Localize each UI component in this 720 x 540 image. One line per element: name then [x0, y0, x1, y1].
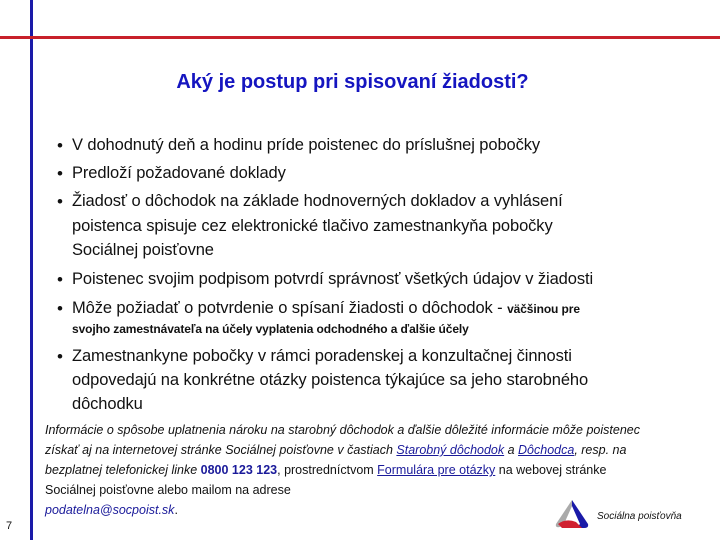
info-text: a [504, 443, 519, 457]
bullet-text: V dohodnutý deň a hodinu príde poistenec do príslušnej pobočky [72, 136, 541, 154]
red-horizontal-rule [0, 36, 720, 39]
page-number: 7 [6, 520, 13, 532]
link-formular[interactable]: Formulára pre otázky [377, 463, 496, 477]
info-text: na webovej stránke Sociálnej poisťovne alebo mailom na adrese [45, 463, 607, 497]
bullet-note: väčšinou pre [507, 302, 580, 316]
logo-text: Sociálna poisťovňa [597, 511, 682, 522]
bullet-marker: • [57, 347, 63, 366]
bullet-marker: • [57, 192, 63, 211]
bullet-marker: • [57, 164, 63, 183]
bullet-text: poistenca spisuje cez elektronické tlačivo zamestnankyňa pobočky [72, 217, 553, 235]
bullet-text [72, 299, 580, 318]
bullet-text: dôchodku [72, 395, 143, 413]
bullet-text: Sociálnej poisťovne [72, 241, 214, 259]
bullet-text: Predloží požadované doklady [72, 164, 286, 182]
email-link[interactable]: podatelna@socpoist.sk [45, 503, 175, 517]
bullet-marker: • [57, 270, 63, 289]
bullet-text: Poistenec svojim podpisom potvrdí správnosť všetkých údajov v žiadosti [72, 270, 594, 288]
link-starobny-dochodok[interactable]: Starobný dôchodok [396, 443, 505, 457]
info-text: , prostredníctvom [277, 463, 378, 477]
socialna-poistovna-logo-icon [552, 498, 592, 530]
bullet-text: odpovedajú na konkrétne otázky poistenca týkajúce sa jeho starobného [72, 371, 589, 389]
bullet-marker: • [57, 136, 63, 155]
link-dochodca[interactable]: Dôchodca [518, 443, 575, 457]
bullet-marker: • [57, 299, 63, 318]
info-text: . [174, 503, 178, 517]
phone-number: 0800 123 123 [200, 463, 278, 477]
slide-title: Aký je postup pri spisovaní žiadosti? [176, 71, 529, 93]
bullet-note: svojho zamestnávateľa na účely vyplatenia odchodného a ďalšie účely [72, 322, 469, 336]
bullet-text: Žiadosť o dôchodok na základe hodnoverných dokladov a vyhlásení [72, 192, 563, 210]
info-text: Informácie o spôsobe uplatnenia nároku na starobný dôchodok a ďalšie dôležité informácie môže poistenec získať aj na internetovej stránke Sociálnej poisťovne v častiach [45, 423, 640, 457]
info-text: , resp. na bezplatnej telefonickej linke [45, 443, 627, 477]
bullet-main: Môže požiadať o potvrdenie o spísaní žiadosti o dôchodok - [72, 299, 508, 317]
bullet-text: Zamestnankyne pobočky v rámci poradenskej a konzultačnej činnosti [72, 347, 572, 365]
